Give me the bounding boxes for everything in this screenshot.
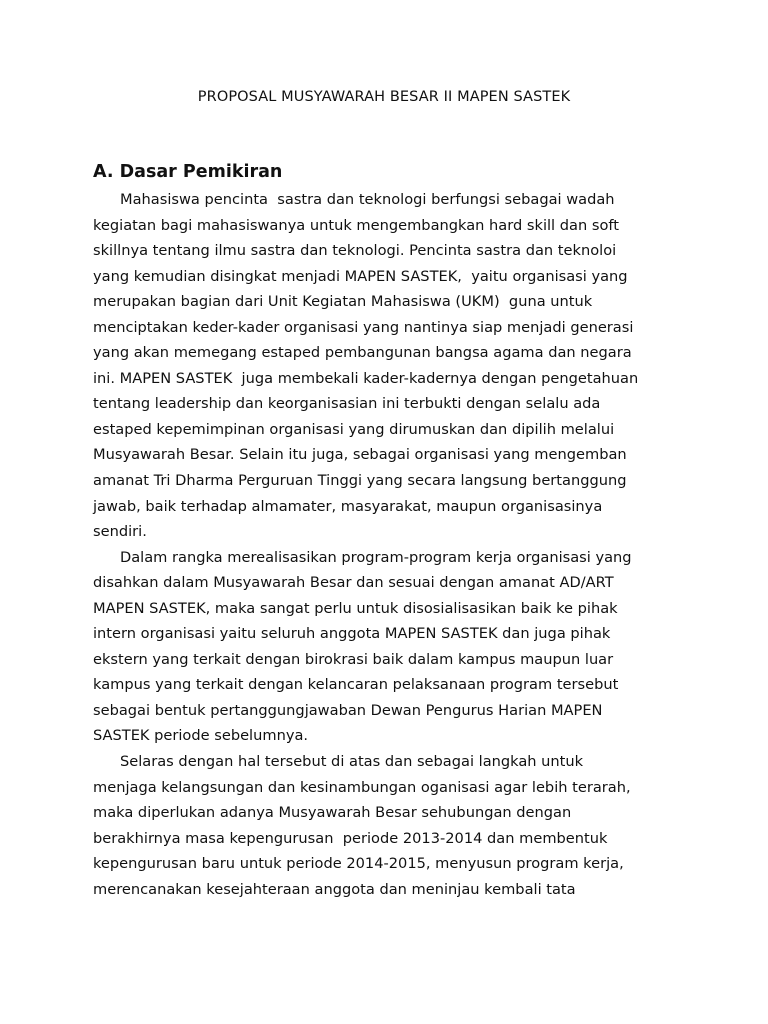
paragraph-line: Musyawarah Besar. Selain itu juga, sebagai organisasi yang mengemban (93, 446, 627, 464)
section-heading: A. Dasar Pemikiran (93, 162, 283, 182)
paragraph-line: skillnya tentang ilmu sastra dan teknologi. Pencinta sastra dan teknoloi (93, 242, 617, 260)
paragraph-line: MAPEN SASTEK, maka sangat perlu untuk disosialisasikan baik ke pihak (93, 599, 618, 617)
body-text (93, 187, 683, 902)
paragraph-line: sendiri. (93, 523, 147, 541)
paragraph-line: kepengurusan baru untuk periode 2014-2015, menyusun program kerja, (93, 855, 624, 873)
paragraph-line: disahkan dalam Musyawarah Besar dan sesuai dengan amanat AD/ART (93, 574, 614, 592)
paragraph-line: jawab, baik terhadap almamater, masyarakat, maupun organisasinya (93, 497, 603, 515)
paragraph-line: yang akan memegang estaped pembangunan bangsa agama dan negara (93, 344, 632, 362)
paragraph-line: merencanakan kesejahteraan anggota dan meninjau kembali tata (93, 880, 576, 898)
paragraph-line: SASTEK periode sebelumnya. (93, 727, 309, 745)
paragraph-line: kegiatan bagi mahasiswanya untuk mengembangkan hard skill dan soft (93, 216, 619, 234)
paragraph-line: kampus yang terkait dengan kelancaran pelaksanaan program tersebut (93, 676, 619, 694)
paragraph-line: Dalam rangka merealisasikan program-program kerja organisasi yang (120, 548, 632, 566)
paragraph-line: amanat Tri Dharma Perguruan Tinggi yang secara langsung bertanggung (93, 472, 627, 490)
paragraph-line: Selaras dengan hal tersebut di atas dan sebagai langkah untuk (120, 753, 584, 771)
paragraph-line: Mahasiswa pencinta sastra dan teknologi berfungsi sebagai wadah (120, 191, 615, 208)
paragraph-line: ini. MAPEN SASTEK juga membekali kader-kadernya dengan pengetahuan (93, 369, 639, 387)
paragraph-line: merupakan bagian dari Unit Kegiatan Mahasiswa (UKM) guna untuk (93, 293, 593, 311)
paragraph-line: menjaga kelangsungan dan kesinambungan oganisasi agar lebih terarah, (93, 778, 631, 796)
paragraph-line: berakhirnya masa kepengurusan periode 2013-2014 dan membentuk (93, 829, 608, 847)
paragraph-line: ekstern yang terkait dengan birokrasi baik dalam kampus maupun luar (93, 650, 614, 668)
paragraph-line: maka diperlukan adanya Musyawarah Besar sehubungan dengan (93, 804, 572, 822)
paragraph-line: yang kemudian disingkat menjadi MAPEN SASTEK, yaitu organisasi yang (93, 267, 628, 285)
paragraph-line: intern organisasi yaitu seluruh anggota MAPEN SASTEK dan juga pihak (93, 625, 611, 643)
document-title: PROPOSAL MUSYAWARAH BESAR II MAPEN SASTEK (197, 89, 571, 105)
paragraph-line: estaped kepemimpinan organisasi yang dirumuskan dan dipilih melalui (93, 420, 615, 438)
paragraph-line: sebagai bentuk pertanggungjawaban Dewan Pengurus Harian MAPEN (93, 701, 603, 719)
paragraph-line: menciptakan keder-kader organisasi yang nantinya siap menjadi generasi (93, 318, 634, 336)
paragraph-line: tentang leadership dan keorganisasian ini terbukti dengan selalu ada (93, 395, 601, 413)
